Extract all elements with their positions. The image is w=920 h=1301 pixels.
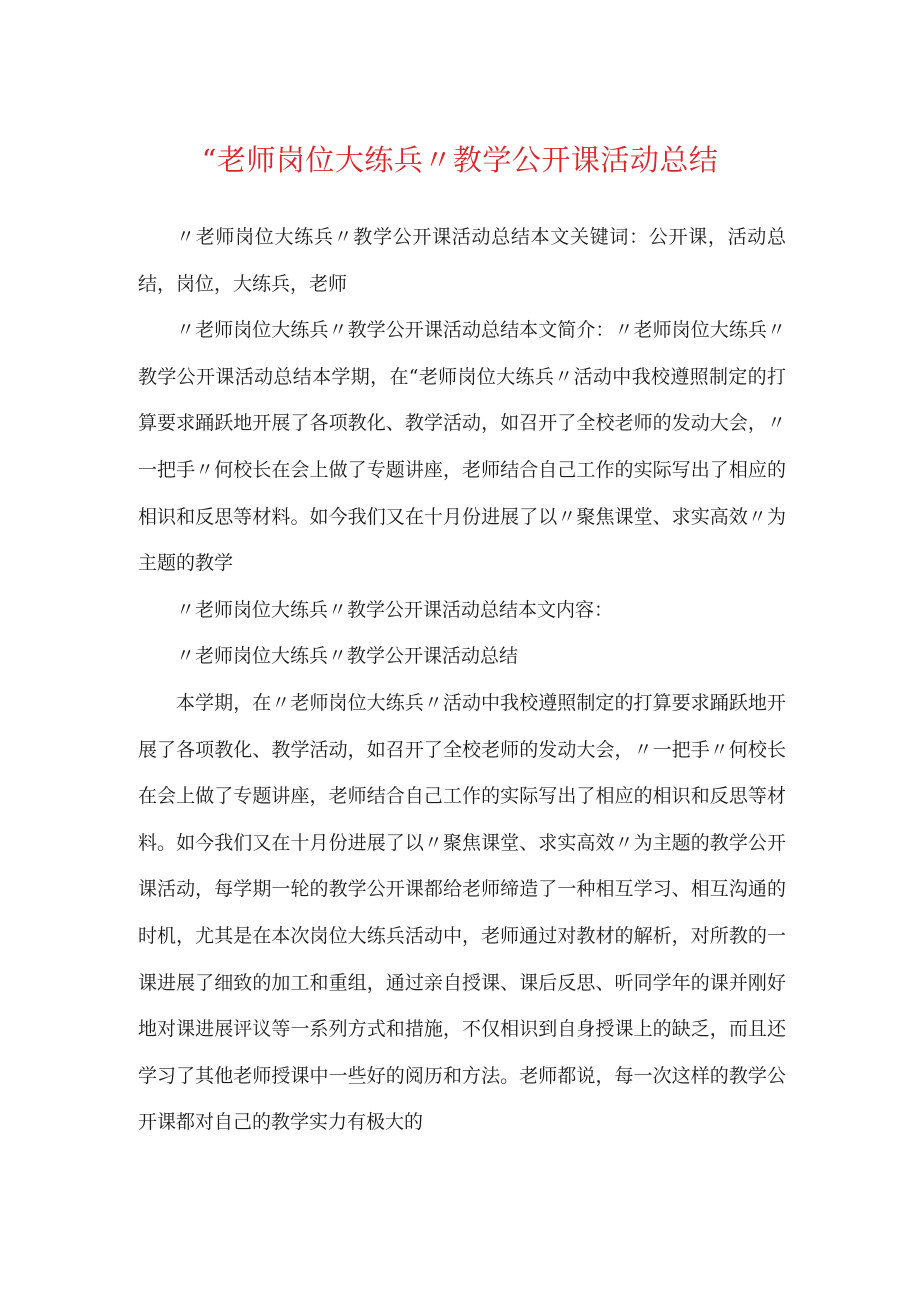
page-title: “老师岗位大练兵〃教学公开课活动总结	[201, 143, 719, 177]
paragraph-keywords: 〃老师岗位大练兵〃教学公开课活动总结本文关键词：公开课，活动总结，岗位，大练兵，老师	[138, 226, 786, 295]
paragraph-subtitle: 〃老师岗位大练兵〃教学公开课活动总结	[176, 645, 519, 668]
paragraph-content-label: 〃老师岗位大练兵〃教学公开课活动总结本文内容：	[176, 598, 614, 621]
paragraph-summary: 〃老师岗位大练兵〃教学公开课活动总结本文简介：〃老师岗位大练兵〃教学公开课活动总结本学期，在“老师岗位大练兵〃活动中我校遵照制定的打算要求踊跃地开展了各项教化、教学活动，如召开了全校老师的发动大会，〃一把手〃何校长在会上做了专题讲座，老师结合自己工作的实际写出了相应的相识和反思等材料。如今我们又在十月份进展了以〃聚焦课堂、求实高效〃为主题的教学	[138, 319, 786, 575]
document-body	[138, 214, 786, 1146]
paragraph-main-body: 本学期，在〃老师岗位大练兵〃活动中我校遵照制定的打算要求踊跃地开展了各项教化、教学活动，如召开了全校老师的发动大会，〃一把手〃何校长在会上做了专题讲座，老师结合自己工作的实际写出了相应的相识和反思等材料。如今我们又在十月份进展了以〃聚焦课堂、求实高效〃为主题的教学公开课活动，每学期一轮的教学公开课都给老师缔造了一种相互学习、相互沟通的时机，尤其是在本次岗位大练兵活动中，老师通过对教材的解析，对所教的一课进展了细致的加工和重组，通过亲自授课、课后反思、听同学年的课并刚好地对课进展评议等一系列方式和措施，不仅相识到自身授课上的缺乏，而且还学习了其他老师授课中一些好的阅历和方法。老师都说，每一次这样的教学公开课都对自己的教学实力有极大的	[138, 691, 786, 1134]
